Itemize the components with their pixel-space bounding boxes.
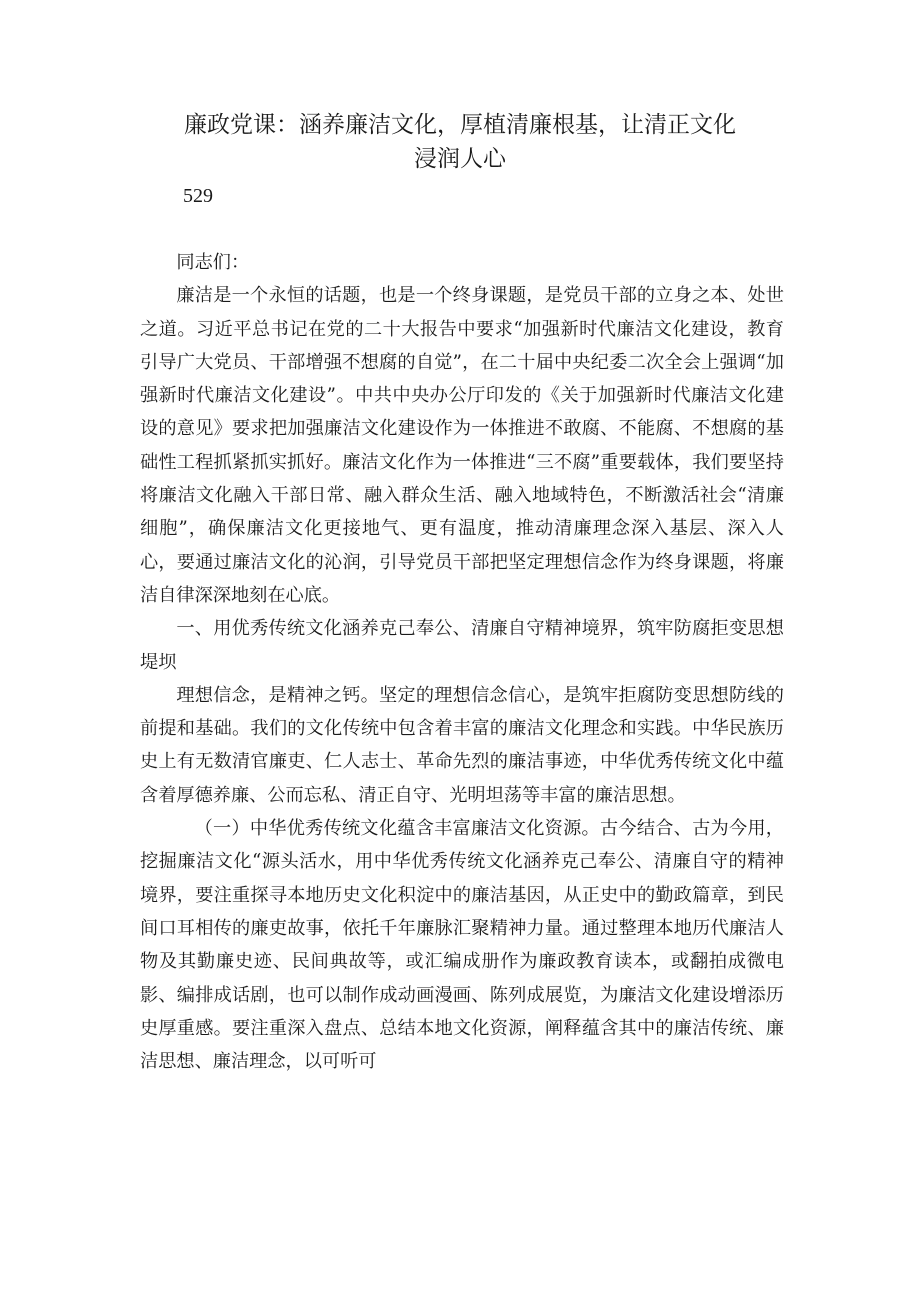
paragraph-subsection-1: （一）中华优秀传统文化蕴含丰富廉洁文化资源。古今结合、古为今用，挖掘廉洁文化“源头活水，用中华优秀传统文化涵养克己奉公、清廉自守的精神境界，要注重探寻本地历史文化积淀中的廉洁基因，从正史中的勤政篇章，到民间口耳相传的廉吏故事，依托千年廉脉汇聚精神力量。通过整理本地历代廉洁人物及其勤廉史迹、民间典故等，或汇编成册作为廉政教育读本，或翻拍成微电影、编排成话剧，也可以制作成动画漫画、陈列成展览，为廉洁文化建设增添历史厚重感。要注重深入盘点、总结本地文化资源，阐释蕴含其中的廉洁传统、廉洁思想、廉洁理念，以可听可 bbox=[140, 818, 784, 1073]
paragraph-ideals: 理想信念，是精神之钙。坚定的理想信念信心，是筑牢拒腐防变思想防线的前提和基础。我们的文化传统中包含着丰富的廉洁文化理念和实践。中华民族历史上有无数清官廉吏、仁人志士、革命先烈的廉洁事迹，中华优秀传统文化中蕴含着厚德养廉、公而忘私、清正自守、光明坦荡等丰富的廉洁思想。 bbox=[140, 684, 784, 806]
paragraph-intro: 廉洁是一个永恒的话题，也是一个终身课题，是党员干部的立身之本、处世之道。习近平总书记在党的二十大报告中要求“加强新时代廉洁文化建设，教育引导广大党员、干部增强不想腐的自觉”，在二十届中央纪委二次全会上强调“加强新时代廉洁文化建设”。中共中央办公厅印发的《关于加强新时代廉洁文化建设的意见》要求把加强廉洁文化建设作为一体推进不敢腐、不能腐、不想腐的基础性工程抓紧抓实抓好。廉洁文化作为一体推进“三不腐”重要载体，我们要坚持将廉洁文化融入干部日常、融入群众生活、融入地域特色，不断激活社会“清廉细胞”，确保廉洁文化更接地气、更有温度，推动清廉理念深入基层、深入人心，要通过廉洁文化的沁润，引导党员干部把坚定理想信念作为终身课题，将廉洁自律深深地刻在心底。 bbox=[140, 285, 784, 606]
document-body bbox=[140, 246, 784, 1078]
salutation: 同志们： bbox=[176, 252, 250, 273]
section-heading-1: 一、用优秀传统文化涵养克己奉公、清廉自守精神境界，筑牢防腐拒变思想堤坝 bbox=[140, 618, 784, 673]
document-title bbox=[140, 108, 780, 176]
document-number: 529 bbox=[183, 185, 213, 207]
title-line-2: 浸润人心 bbox=[414, 146, 506, 172]
title-line-1: 廉政党课：涵养廉洁文化，厚植清廉根基，让清正文化 bbox=[184, 112, 736, 138]
